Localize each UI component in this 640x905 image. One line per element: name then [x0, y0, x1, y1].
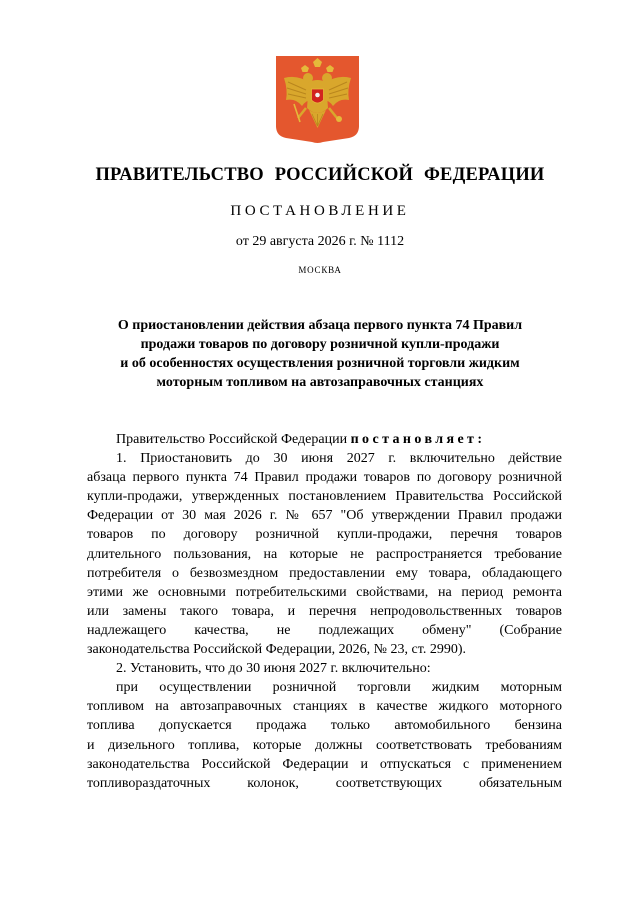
- document-type: ПОСТАНОВЛЕНИЕ: [230, 203, 410, 219]
- body-line: надлежащего качества, не подлежащих обмену" (Собрание: [87, 622, 562, 638]
- body-line: законодательства Российской Федерации и отпускаться с применением: [87, 756, 562, 772]
- body-line: товаров по договору розничной купли-продажи, перечня товаров: [87, 527, 562, 543]
- double-headed-eagle-icon: [276, 56, 359, 144]
- body-line: купли-продажи, утвержденных постановлением Правительства Российской: [87, 489, 562, 505]
- document-date-number: от 29 августа 2026 г. № 1112: [235, 234, 405, 249]
- document-title: [88, 316, 552, 392]
- body-line: 1. Приостановить до 30 июня 2027 г. включительно действие: [116, 451, 562, 467]
- body-line: Федерации от 30 мая 2026 г. № 657 "Об утверждении Правил продажи: [87, 508, 562, 524]
- title-line: моторным топливом на автозаправочных станциях: [156, 375, 484, 390]
- preamble-text: Правительство Российской Федерации: [116, 432, 351, 447]
- body-line: 2. Установить, что до 30 июня 2027 г. включительно:: [116, 661, 431, 677]
- body-line: при осуществлении розничной торговли жидким моторным: [116, 680, 562, 696]
- body-line: потребителя о безвозмездном предоставлении ему товара, обладающего: [87, 565, 562, 581]
- title-line: продажи товаров по договору розничной купли-продажи: [140, 337, 500, 352]
- preamble: [87, 430, 562, 449]
- body-line: этими же основными потребительскими свойствами, на период ремонта: [87, 584, 562, 600]
- body-line: абзаца первого пункта 74 Правил продажи товаров по договору розничной: [87, 470, 562, 486]
- body-line: и дизельного топлива, которые должны соответствовать требованиям: [87, 737, 562, 753]
- title-line: и об особенностях осуществления розничной торговли жидким: [120, 356, 520, 371]
- preamble-keyword: постановляет:: [350, 432, 486, 447]
- government-name: ПРАВИТЕЛЬСТВО РОССИЙСКОЙ ФЕДЕРАЦИИ: [95, 165, 545, 185]
- body-line: или замены такого товара, и перечня непродовольственных товаров: [87, 603, 562, 619]
- body-line: законодательства Российской Федерации, 2026, № 23, ст. 2990).: [87, 642, 466, 658]
- body-line: топлива допускается продажа только автомобильного бензина: [87, 718, 562, 734]
- document-city: МОСКВА: [298, 265, 342, 275]
- document-body: [87, 430, 562, 793]
- body-line: топливом на автозаправочных станциях в качестве жидкого моторного: [87, 699, 562, 715]
- coat-of-arms-emblem: [276, 56, 359, 144]
- body-line: топливораздаточных колонок, соответствующих обязательным: [87, 775, 562, 791]
- title-line: О приостановлении действия абзаца первого пункта 74 Правил: [117, 318, 523, 333]
- body-line: длительного пользования, на которые не распространяется требование: [87, 546, 562, 562]
